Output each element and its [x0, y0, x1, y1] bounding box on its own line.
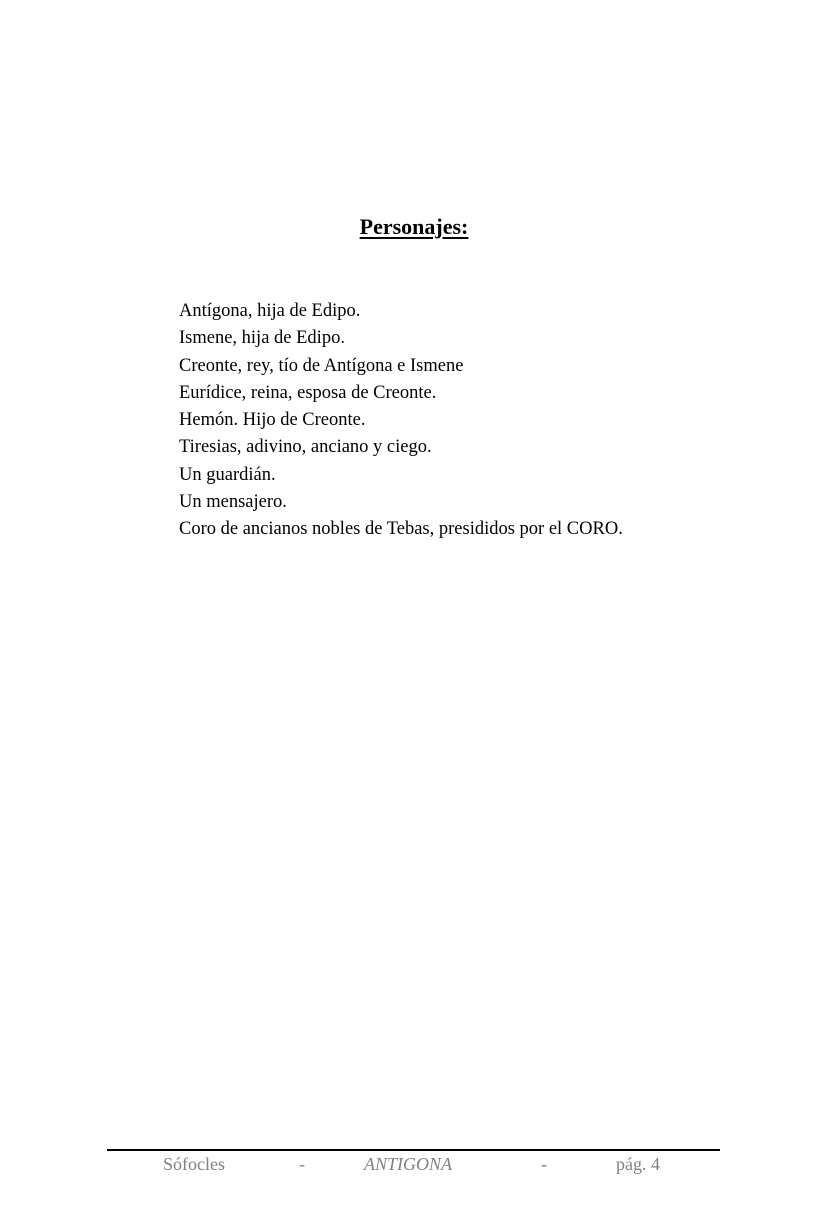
character-list [179, 298, 623, 544]
footer-separator: - [541, 1154, 547, 1174]
footer-divider [107, 1149, 720, 1151]
page-title: Personajes: [359, 214, 469, 239]
page-footer [107, 1154, 720, 1178]
character-item: Eurídice, reina, esposa de Creonte. [179, 382, 437, 403]
character-item: Tiresias, adivino, anciano y ciego. [179, 437, 432, 458]
footer-separator: - [299, 1154, 305, 1174]
character-item: Creonte, rey, tío de Antígona e Ismene [179, 355, 464, 376]
footer-work-title: ANTIGONA [364, 1154, 453, 1174]
character-item: Un mensajero. [179, 492, 287, 513]
character-item: Un guardián. [179, 464, 276, 485]
character-item: Antígona, hija de Edipo. [179, 301, 361, 321]
character-item: Ismene, hija de Edipo. [179, 328, 345, 349]
footer-author: Sófocles [163, 1154, 225, 1174]
character-item: Coro de ancianos nobles de Tebas, presididos por el CORO. [179, 519, 623, 540]
character-item: Hemón. Hijo de Creonte. [179, 410, 366, 431]
footer-page-number: pág. 4 [616, 1154, 660, 1174]
